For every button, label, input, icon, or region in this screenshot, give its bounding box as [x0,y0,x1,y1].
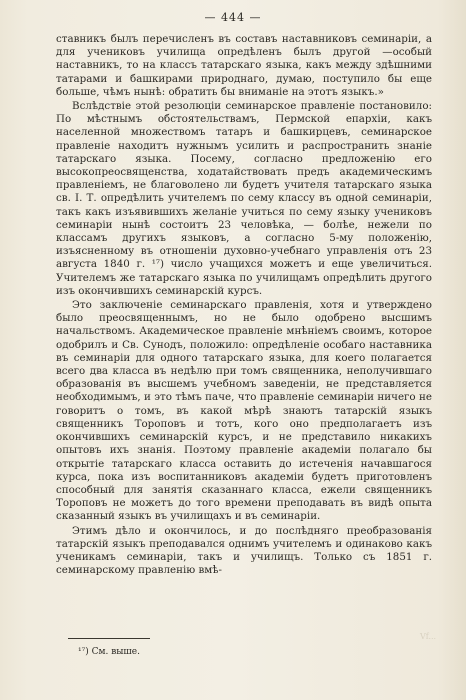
body-text [56,33,432,577]
footnote-divider [68,638,150,639]
footnote: ¹⁷) См. выше. [78,647,140,657]
paragraph-4: Этимъ дѣло и окончилось, и до послѣдняго преобразованія татарскій языкъ преподавался однимъ учителемъ и одинаково какъ ученикамъ семинаріи, такъ и училищъ. Только съ 1851 г. семинарскому правленію вмѣ- [56,524,432,577]
bleed-through-text: Vf... [420,632,437,641]
paragraph-3: Это заключеніе семинарскаго правленія, хотя и утверждено было преосвященнымъ, но не было одобрено высшимъ начальствомъ. Академическое правленіе мнѣніемъ своимъ, которое одобрилъ и Св. Сунодъ, положило: опредѣленіе особаго наставника въ семинаріи для одного татарскаго языка, для коего полагается всего два класса въ недѣлю при томъ священника, неполучившаго образованія въ высшемъ учебномъ заведеніи, не представляется необходимымъ, и это тѣмъ паче, что правленіе семинаріи ничего не говоритъ о томъ, въ какой мѣрѣ знаютъ татарскій языкъ священникъ Тороповъ и тотъ, кого оно предполагаетъ изъ окончившихъ семинарскій курсъ, и не представило никакихъ опытовъ ихъ знанія. Поэтому правленіе академіи полагало бы открытіе татарскаго класса оставить до истеченія начавшагося курса, пока изъ воспитанниковъ академіи будетъ приготовленъ способный для занятія сказаннаго класса, ежели священникъ Тороповъ не можетъ до того времени преподавать въ видѣ опыта сказанный языкъ въ училищахъ и въ семинаріи. [56,299,432,523]
page-number: — 444 — [204,11,262,24]
paragraph-1: ставникъ былъ перечисленъ въ составъ наставниковъ семинаріи, а для учениковъ училища опредѣленъ былъ другой —особый наставникъ, то на классъ татарскаго языка, какъ между здѣшними татарами и башкирами природнаго, думаю, поступило бы еще больше, чѣмъ нынѣ: обратить бы вниманіе на этотъ языкъ.» [56,33,432,98]
paragraph-2: Вслѣдствіе этой резолюціи семинарское правленіе постановило: По мѣстнымъ обстоятельствамъ, Пермской епархіи, какъ населенной множествомъ татаръ и башкирцевъ, семинарское правленіе находитъ нужнымъ усилить и распространить знаніе татарскаго языка. Посему, согласно предложенію его высокопреосвященства, ходатайствовать предъ академическимъ правленіемъ, не благоволено ли будетъ учителя татарскаго языка св. І. Т. опредѣлить учителемъ по сему классу въ одной семинаріи, такъ какъ изъявившихъ желаніе учиться по сему языку учениковъ семинаріи нынѣ состоитъ 23 человѣка, — болѣе, нежели по классамъ другихъ языковъ, а согласно 5-му положенію, изъясненному въ отношеніи духовно-учебнаго управленія отъ 23 августа 1840 г. ¹⁷) число учащихся можетъ и еще увеличиться. Учителемъ же татарскаго языка по училищамъ опредѣлить другого изъ окончившихъ семинарскій курсъ. [56,100,432,297]
